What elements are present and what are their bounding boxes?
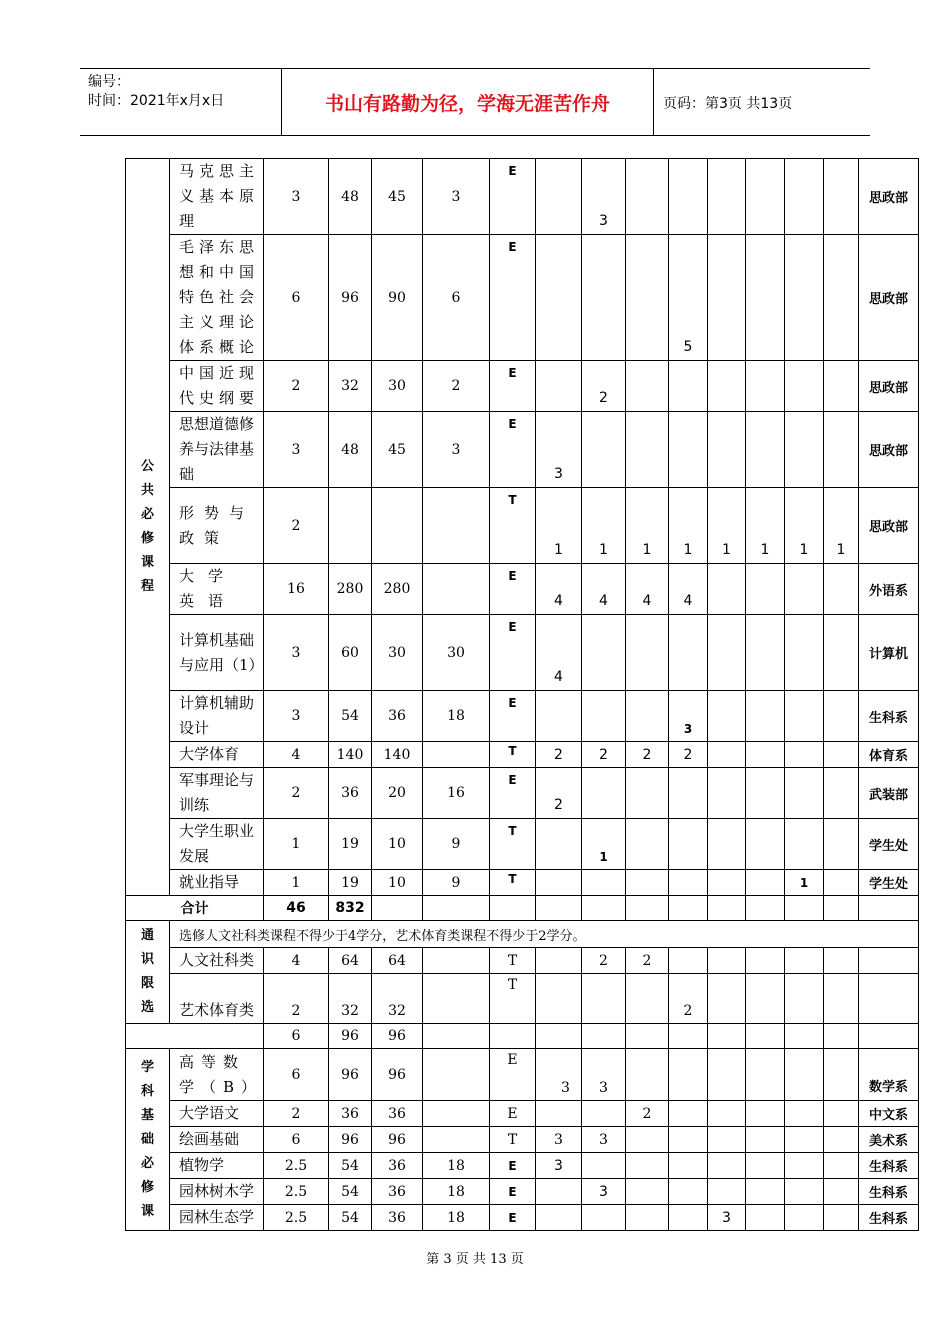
general-note: 选修人文社科类课程不得少于4学分，艺术体育类课程不得少于2学分。 <box>170 921 919 948</box>
weekly-hours: 2 <box>536 742 582 768</box>
exam-type: E <box>490 361 536 412</box>
credit: 2 <box>264 361 329 412</box>
total-hours: 54 <box>329 1153 372 1179</box>
credit: 4 <box>264 948 329 974</box>
total-hours: 96 <box>329 235 372 361</box>
credit: 2 <box>264 768 329 819</box>
header-page-number: 页码：第3页 共13页 <box>663 95 793 112</box>
credit: 2.5 <box>264 1179 329 1205</box>
exam-type: T <box>490 1127 536 1153</box>
lecture-hours: 36 <box>372 1153 423 1179</box>
total-hours: 32 <box>329 361 372 412</box>
weekly-hours: 2 <box>582 361 626 412</box>
course-name: 人文社科类 <box>170 948 264 974</box>
course-name: 毛泽东思想和中国特色社会主义理论体系概论 <box>170 235 264 361</box>
course-name: 园林生态学 <box>170 1205 264 1231</box>
total-hours: 36 <box>329 768 372 819</box>
table-row <box>126 1101 919 1127</box>
department: 生科系 <box>859 691 919 742</box>
course-name: 高等数学（B） <box>170 1049 264 1101</box>
table-row <box>126 1153 919 1179</box>
department: 体育系 <box>859 742 919 768</box>
department: 思政部 <box>859 412 919 488</box>
exam-type: E <box>490 691 536 742</box>
page-footer: 第 3 页 共 13 页 <box>426 1252 524 1267</box>
weekly-hours: 2 <box>582 948 626 974</box>
general-total-lecture: 96 <box>372 1024 423 1049</box>
credit: 6 <box>264 1127 329 1153</box>
total-hours: 54 <box>329 691 372 742</box>
weekly-hours: 2 <box>536 768 582 819</box>
credit: 2 <box>264 974 329 1024</box>
department: 生科系 <box>859 1153 919 1179</box>
weekly-hours: 1 <box>536 488 582 564</box>
header-motto: 书山有路勤为径，学海无涯苦作舟 <box>282 69 654 136</box>
lecture-hours: 90 <box>372 235 423 361</box>
lecture-hours: 10 <box>372 819 423 870</box>
weekly-hours: 4 <box>626 564 669 615</box>
department: 生科系 <box>859 1205 919 1231</box>
table-row <box>126 948 919 974</box>
credit: 4 <box>264 742 329 768</box>
total-hours: 48 <box>329 412 372 488</box>
practice-hours: 18 <box>423 1205 490 1231</box>
course-name: 中国近现代史纲要 <box>170 361 264 412</box>
course-name: 大学语文 <box>170 1101 264 1127</box>
weekly-hours: 3 <box>536 1127 582 1153</box>
weekly-hours: 1 <box>669 488 708 564</box>
weekly-hours: 1 <box>785 870 824 896</box>
exam-type: E <box>490 1101 536 1127</box>
credit: 2.5 <box>264 1153 329 1179</box>
weekly-hours: 3 <box>582 1127 626 1153</box>
weekly-hours: 1 <box>582 488 626 564</box>
lecture-hours: 36 <box>372 691 423 742</box>
lecture-hours: 96 <box>372 1127 423 1153</box>
weekly-hours: 2 <box>626 742 669 768</box>
credit: 2.5 <box>264 1205 329 1231</box>
total-hours: 48 <box>329 159 372 235</box>
weekly-hours: 3 <box>669 691 708 742</box>
table-row <box>126 768 919 819</box>
subtotal-hours: 832 <box>329 896 372 921</box>
section-label-subject: 学科基础必修课 <box>126 1049 170 1231</box>
practice-hours: 18 <box>423 1179 490 1205</box>
credit: 16 <box>264 564 329 615</box>
weekly-hours: 3 <box>536 1153 582 1179</box>
table-row <box>126 235 919 361</box>
table-row <box>126 412 919 488</box>
exam-type: T <box>490 742 536 768</box>
page-header <box>80 68 870 136</box>
weekly-hours: 3 <box>582 159 626 235</box>
weekly-hours: 2 <box>626 1101 669 1127</box>
credit: 6 <box>264 1049 329 1101</box>
exam-type: T <box>490 488 536 564</box>
total-hours: 140 <box>329 742 372 768</box>
department: 学生处 <box>859 819 919 870</box>
credit: 3 <box>264 691 329 742</box>
lecture-hours: 30 <box>372 361 423 412</box>
department: 计算机 <box>859 615 919 691</box>
department: 思政部 <box>859 159 919 235</box>
credit: 3 <box>264 412 329 488</box>
department: 思政部 <box>859 361 919 412</box>
total-hours: 36 <box>329 1101 372 1127</box>
total-hours: 96 <box>329 1049 372 1101</box>
total-hours: 280 <box>329 564 372 615</box>
weekly-hours: 3 <box>536 1049 582 1101</box>
table-row <box>126 1179 919 1205</box>
exam-type: T <box>490 819 536 870</box>
exam-type: T <box>490 870 536 896</box>
exam-type: E <box>490 159 536 235</box>
lecture-hours: 36 <box>372 1205 423 1231</box>
exam-type: E <box>490 1049 536 1101</box>
total-hours: 19 <box>329 819 372 870</box>
practice-hours: 3 <box>423 412 490 488</box>
exam-type: E <box>490 768 536 819</box>
practice-hours: 9 <box>423 870 490 896</box>
department: 武装部 <box>859 768 919 819</box>
practice-hours: 18 <box>423 691 490 742</box>
weekly-hours: 1 <box>785 488 824 564</box>
table-row <box>126 564 919 615</box>
total-hours: 54 <box>329 1205 372 1231</box>
weekly-hours: 4 <box>582 564 626 615</box>
exam-type: T <box>490 974 536 1024</box>
credit: 6 <box>264 235 329 361</box>
exam-type: E <box>490 235 536 361</box>
lecture-hours: 36 <box>372 1101 423 1127</box>
course-name: 大学体育 <box>170 742 264 768</box>
lecture-hours: 32 <box>372 974 423 1024</box>
curriculum-table <box>125 158 919 1231</box>
subtotal-credit: 46 <box>264 896 329 921</box>
header-meta <box>80 69 282 136</box>
course-name: 马克思主义基本原理 <box>170 159 264 235</box>
credit: 2 <box>264 1101 329 1127</box>
exam-type: E <box>490 615 536 691</box>
general-total-credit: 6 <box>264 1024 329 1049</box>
weekly-hours: 1 <box>824 488 859 564</box>
table-row <box>126 819 919 870</box>
exam-type: E <box>490 412 536 488</box>
department: 思政部 <box>859 235 919 361</box>
course-name: 园林树木学 <box>170 1179 264 1205</box>
lecture-hours: 20 <box>372 768 423 819</box>
weekly-hours: 4 <box>669 564 708 615</box>
table-row <box>126 691 919 742</box>
lecture-hours: 45 <box>372 412 423 488</box>
table-row <box>126 488 919 564</box>
credit: 1 <box>264 819 329 870</box>
lecture-hours: 45 <box>372 159 423 235</box>
practice-hours: 16 <box>423 768 490 819</box>
course-name: 计算机辅助设计 <box>170 691 264 742</box>
practice-hours: 2 <box>423 361 490 412</box>
weekly-hours: 1 <box>746 488 785 564</box>
course-name: 大学生职业发展 <box>170 819 264 870</box>
department: 数学系 <box>859 1049 919 1101</box>
weekly-hours: 2 <box>626 948 669 974</box>
weekly-hours: 4 <box>536 615 582 691</box>
total-hours: 19 <box>329 870 372 896</box>
weekly-hours: 2 <box>669 974 708 1024</box>
weekly-hours: 3 <box>582 1179 626 1205</box>
course-name: 植物学 <box>170 1153 264 1179</box>
credit: 2 <box>264 488 329 564</box>
weekly-hours: 1 <box>708 488 746 564</box>
table-row <box>126 921 919 948</box>
lecture-hours: 280 <box>372 564 423 615</box>
weekly-hours: 1 <box>626 488 669 564</box>
table-row <box>126 742 919 768</box>
general-total-hours: 96 <box>329 1024 372 1049</box>
course-name: 思想道德修养与法律基础 <box>170 412 264 488</box>
exam-type: E <box>490 1179 536 1205</box>
table-row <box>126 361 919 412</box>
weekly-hours: 3 <box>708 1205 746 1231</box>
subtotal-row <box>126 896 919 921</box>
total-hours: 64 <box>329 948 372 974</box>
exam-type: E <box>490 1205 536 1231</box>
section-label-public: 公共必修课程 <box>126 159 170 896</box>
lecture-hours: 10 <box>372 870 423 896</box>
lecture-hours: 30 <box>372 615 423 691</box>
credit: 1 <box>264 870 329 896</box>
course-name: 就业指导 <box>170 870 264 896</box>
lecture-hours: 36 <box>372 1179 423 1205</box>
practice-hours: 9 <box>423 819 490 870</box>
department: 思政部 <box>859 488 919 564</box>
table-row <box>126 159 919 235</box>
weekly-hours: 2 <box>669 742 708 768</box>
department: 学生处 <box>859 870 919 896</box>
section-label-general: 通识限选 <box>126 921 170 1024</box>
credit: 3 <box>264 159 329 235</box>
department: 中文系 <box>859 1101 919 1127</box>
weekly-hours: 3 <box>536 412 582 488</box>
course-name: 大学英语 <box>170 564 264 615</box>
total-hours: 60 <box>329 615 372 691</box>
total-hours: 96 <box>329 1127 372 1153</box>
total-hours: 54 <box>329 1179 372 1205</box>
course-name: 艺术体育类 <box>170 974 264 1024</box>
lecture-hours: 96 <box>372 1049 423 1101</box>
table-row <box>126 1205 919 1231</box>
department: 生科系 <box>859 1179 919 1205</box>
weekly-hours: 5 <box>669 235 708 361</box>
course-name: 计算机基础与应用（1） <box>170 615 264 691</box>
practice-hours: 18 <box>423 1153 490 1179</box>
practice-hours: 30 <box>423 615 490 691</box>
exam-type: T <box>490 948 536 974</box>
practice-hours: 3 <box>423 159 490 235</box>
weekly-hours: 3 <box>582 1049 626 1101</box>
doc-code-label: 编号： <box>88 74 130 90</box>
doc-time-label: 时间：2021年x月x日 <box>88 93 225 109</box>
lecture-hours: 140 <box>372 742 423 768</box>
department: 美术系 <box>859 1127 919 1153</box>
table-row <box>126 615 919 691</box>
course-name: 绘画基础 <box>170 1127 264 1153</box>
practice-hours: 6 <box>423 235 490 361</box>
department: 外语系 <box>859 564 919 615</box>
table-row <box>126 870 919 896</box>
course-name: 形势与政策 <box>170 488 264 564</box>
lecture-hours: 64 <box>372 948 423 974</box>
table-row <box>126 1127 919 1153</box>
general-total-row <box>126 1024 919 1049</box>
weekly-hours: 4 <box>536 564 582 615</box>
weekly-hours: 2 <box>582 742 626 768</box>
exam-type: E <box>490 564 536 615</box>
total-hours: 32 <box>329 974 372 1024</box>
weekly-hours: 1 <box>582 819 626 870</box>
table-row <box>126 974 919 1024</box>
credit: 3 <box>264 615 329 691</box>
table-row <box>126 1049 919 1101</box>
subtotal-label: 合计 <box>126 896 264 921</box>
exam-type: E <box>490 1153 536 1179</box>
course-name: 军事理论与训练 <box>170 768 264 819</box>
